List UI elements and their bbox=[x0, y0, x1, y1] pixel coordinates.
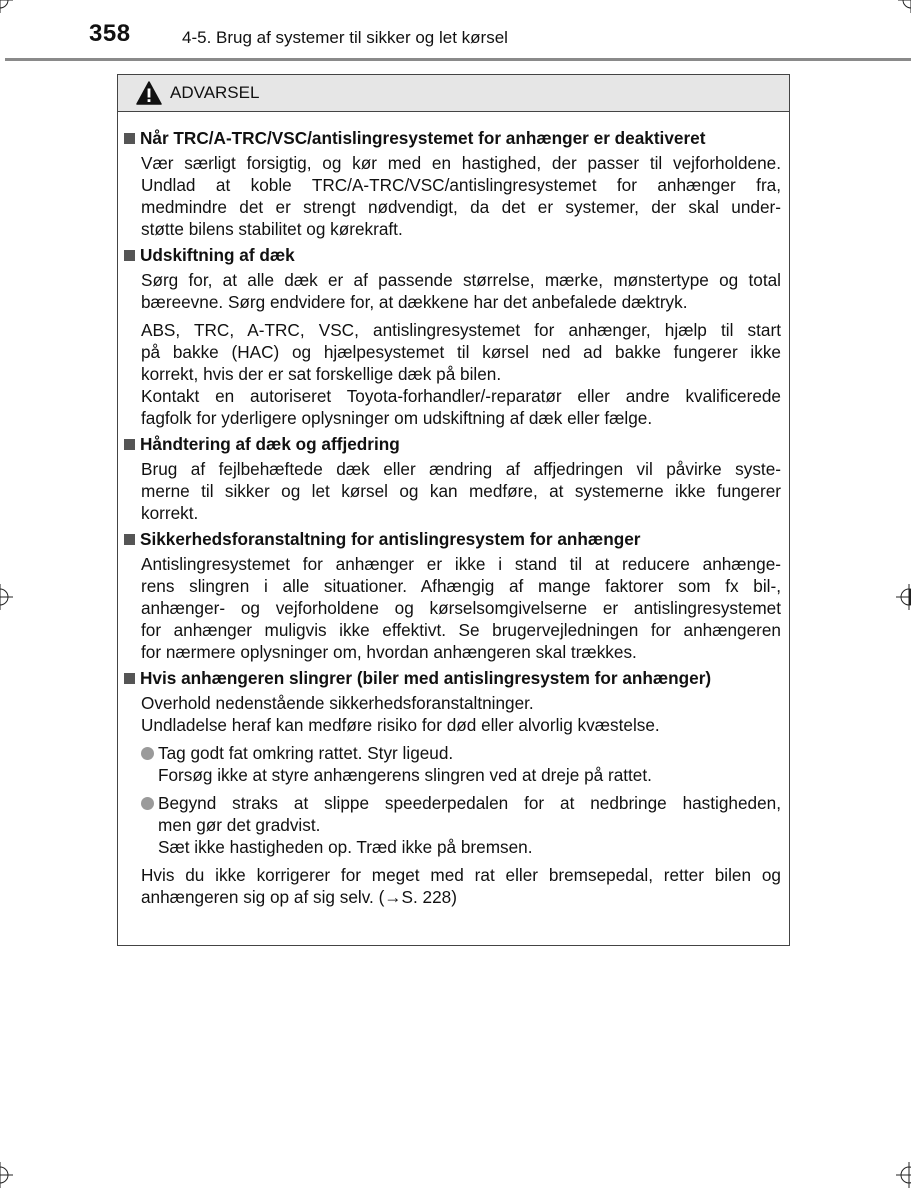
warning-header bbox=[118, 75, 789, 112]
text-line: Antislingresystemet for anhænger er ikke i stand til at reducere anhænge- bbox=[141, 554, 781, 574]
page-number: 358 bbox=[89, 20, 131, 47]
section-title: 4-5. Brug af systemer til sikker og let kørsel bbox=[182, 28, 508, 47]
text-line: Undladelse heraf kan medføre risiko for død eller alvorlig kvæstelse. bbox=[141, 715, 660, 735]
text-line: Sørg for, at alle dæk er af passende størrelse, mærke, mønstertype og total bbox=[141, 270, 781, 290]
list-item-text bbox=[158, 742, 781, 786]
paragraph bbox=[141, 319, 781, 429]
section-heading bbox=[124, 528, 781, 550]
list-item-text bbox=[158, 792, 781, 858]
paragraph bbox=[141, 864, 781, 908]
text-line: Hvis du ikke korrigerer for meget med rat eller bremsepedal, retter bilen og bbox=[141, 865, 781, 885]
section-heading bbox=[124, 244, 781, 266]
text-line: for nærmere oplysninger om, hvordan anhængeren skal trækkes. bbox=[141, 642, 637, 662]
text-line: Brug af fejlbehæftede dæk eller ændring af affjedringen vil påvirke syste- bbox=[141, 459, 781, 479]
section-heading-text: Sikkerhedsforanstaltning for antislingresystem for anhænger bbox=[140, 529, 641, 549]
text-line: på bakke (HAC) og hjælpesystemet til kørsel ned ad bakke fungerer ikke bbox=[141, 342, 781, 362]
crop-mark-bottom-left bbox=[0, 1162, 13, 1188]
section-heading bbox=[124, 127, 781, 149]
section-heading-text: Når TRC/A-TRC/VSC/antislingresystemet for anhænger er deaktiveret bbox=[140, 128, 706, 148]
warning-title: ADVARSEL bbox=[170, 83, 260, 102]
square-bullet-icon bbox=[124, 250, 135, 261]
text-line: merne til sikker og let kørsel og kan medføre, at systemerne ikke fungerer bbox=[141, 481, 781, 501]
text-line: Vær særligt forsigtig, og kør med en hastighed, der passer til vejforholdene. bbox=[141, 153, 781, 173]
paragraph bbox=[141, 152, 781, 240]
crop-mark-top-left bbox=[0, 0, 13, 13]
warning-box bbox=[117, 74, 790, 946]
text-line: men gør det gradvist. bbox=[158, 815, 321, 835]
text-line: Sæt ikke hastigheden op. Træd ikke på bremsen. bbox=[158, 837, 533, 857]
text-line: ABS, TRC, A-TRC, VSC, antislingresystemet for anhænger, hjælp til start bbox=[141, 320, 781, 340]
text-line: korrekt, hvis der er sat forskellige dæk på bilen. bbox=[141, 364, 502, 384]
text-line: for anhænger muligvis ikke effektivt. Se brugervejledningen for anhængeren bbox=[141, 620, 781, 640]
page-reference-line: anhængeren sig op af sig selv. (→S. 228) bbox=[141, 887, 457, 907]
section-heading-text: Hvis anhængeren slingrer (biler med antislingresystem for anhænger) bbox=[140, 668, 712, 688]
list-item bbox=[141, 792, 781, 858]
text-line: anhænger- og vejforholdene og kørselsomgivelserne er antislingresystemet bbox=[141, 598, 781, 618]
text-line: medmindre det er strengt nødvendigt, da det er systemer, der skal under- bbox=[141, 197, 781, 217]
text-line: Forsøg ikke at styre anhængerens slingren ved at dreje på rattet. bbox=[158, 765, 652, 785]
section-heading-text: Udskiftning af dæk bbox=[140, 245, 295, 265]
paragraph bbox=[141, 692, 781, 736]
crop-mark-mid-right bbox=[896, 584, 911, 610]
list-item bbox=[141, 742, 781, 786]
round-bullet-icon bbox=[141, 797, 154, 810]
square-bullet-icon bbox=[124, 133, 135, 144]
square-bullet-icon bbox=[124, 439, 135, 450]
text-line: korrekt. bbox=[141, 503, 199, 523]
square-bullet-icon bbox=[124, 673, 135, 684]
text-line: støtte bilens stabilitet og kørekraft. bbox=[141, 219, 403, 239]
text-line: fagfolk for yderligere oplysninger om udskiftning af dæk eller fælge. bbox=[141, 408, 653, 428]
round-bullet-icon bbox=[141, 747, 154, 760]
text-line: Overhold nedenstående sikkerhedsforanstaltninger. bbox=[141, 693, 534, 713]
header-divider bbox=[5, 58, 911, 61]
crop-mark-mid-left bbox=[0, 584, 13, 610]
warning-body bbox=[124, 127, 781, 912]
section-heading-text: Håndtering af dæk og affjedring bbox=[140, 434, 400, 454]
section-heading bbox=[124, 433, 781, 455]
text-line: bæreevne. Sørg endvidere for, at dækkene har det anbefalede dæktryk. bbox=[141, 292, 688, 312]
text-line: rens slingren i alle situationer. Afhængig af mange faktorer som fx bil-, bbox=[141, 576, 781, 596]
paragraph bbox=[141, 269, 781, 313]
section-heading bbox=[124, 667, 781, 689]
crop-mark-top-right bbox=[898, 0, 911, 13]
text-line: Undlad at koble TRC/A-TRC/VSC/antislingresystemet for anhænger fra, bbox=[141, 175, 781, 195]
paragraph bbox=[141, 553, 781, 663]
text-line: Kontakt en autoriseret Toyota-forhandler/-reparatør eller andre kvalificerede bbox=[141, 386, 781, 406]
text-line: Begynd straks at slippe speederpedalen for at nedbringe hastigheden, bbox=[158, 793, 781, 813]
warning-triangle-icon bbox=[136, 81, 162, 105]
square-bullet-icon bbox=[124, 534, 135, 545]
paragraph bbox=[141, 458, 781, 524]
crop-mark-bottom-right bbox=[896, 1162, 911, 1188]
text-line: Tag godt fat omkring rattet. Styr ligeud. bbox=[158, 743, 454, 763]
